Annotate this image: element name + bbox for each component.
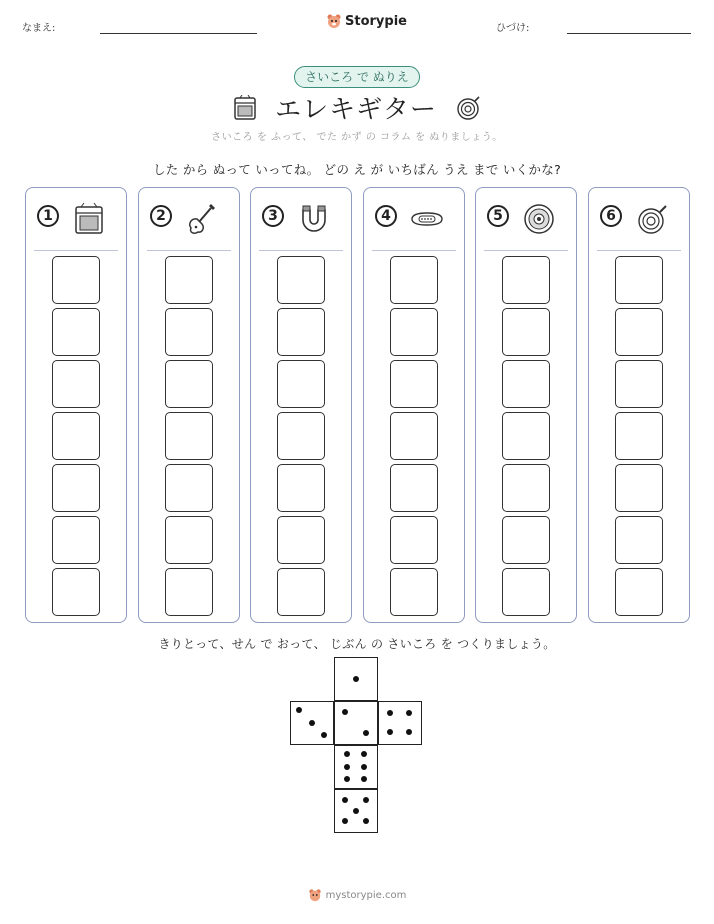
die-face-6: [334, 745, 378, 789]
die-face-4: [378, 701, 422, 745]
die-face-1: [334, 657, 378, 701]
color-cell[interactable]: [52, 516, 100, 564]
storypie-mascot-icon: [326, 13, 342, 29]
page-title: エレキギター: [275, 95, 437, 125]
column-number: 5: [487, 205, 509, 227]
column-divider: [34, 250, 118, 251]
die-pip: [353, 808, 359, 814]
die-pip: [344, 776, 350, 782]
die-face-2: [334, 701, 378, 745]
speaker-icon: [522, 202, 556, 236]
color-cell[interactable]: [277, 516, 325, 564]
die-pip: [363, 818, 369, 824]
color-cell[interactable]: [615, 308, 663, 356]
amplifier-icon: [233, 95, 257, 121]
die-pip: [353, 676, 359, 682]
column-number: 4: [375, 205, 397, 227]
die-pip: [296, 707, 302, 713]
color-cell[interactable]: [390, 568, 438, 616]
die-pip: [361, 776, 367, 782]
brand-logo: [326, 13, 407, 29]
color-cell[interactable]: [165, 308, 213, 356]
column-3: [250, 187, 352, 623]
die-pip: [342, 818, 348, 824]
color-cell[interactable]: [52, 412, 100, 460]
die-pip: [342, 709, 348, 715]
color-cell[interactable]: [390, 412, 438, 460]
color-cell[interactable]: [277, 360, 325, 408]
color-cell[interactable]: [390, 256, 438, 304]
electric-guitar-icon: [185, 202, 219, 236]
die-face-5: [334, 789, 378, 833]
cable-icon: [455, 95, 481, 121]
column-divider: [147, 250, 231, 251]
column-divider: [372, 250, 456, 251]
die-pip: [406, 729, 412, 735]
color-cell[interactable]: [502, 308, 550, 356]
color-cell[interactable]: [165, 568, 213, 616]
column-divider: [484, 250, 568, 251]
die-pip: [344, 764, 350, 770]
storypie-mascot-icon: [308, 888, 322, 902]
color-cell[interactable]: [52, 568, 100, 616]
column-number: 2: [150, 205, 172, 227]
color-cell[interactable]: [390, 308, 438, 356]
color-cell[interactable]: [390, 516, 438, 564]
die-pip: [363, 797, 369, 803]
die-pip: [406, 710, 412, 716]
color-cell[interactable]: [615, 516, 663, 564]
die-pip: [361, 751, 367, 757]
date-label: ひづけ:: [496, 23, 530, 34]
color-cell[interactable]: [390, 360, 438, 408]
color-cell[interactable]: [165, 360, 213, 408]
color-cell[interactable]: [615, 568, 663, 616]
die-pip: [361, 764, 367, 770]
die-pip: [363, 730, 369, 736]
color-cell[interactable]: [615, 360, 663, 408]
color-cell[interactable]: [165, 464, 213, 512]
column-number: 3: [262, 205, 284, 227]
badge-row: [0, 66, 714, 88]
die-pip: [344, 751, 350, 757]
die-pip: [387, 710, 393, 716]
color-cell[interactable]: [615, 464, 663, 512]
die-pip: [309, 720, 315, 726]
cutout-instruction: きりとって、せん で おって、 じぶん の さいころ を つくりましょう。: [158, 637, 556, 651]
magnet-icon: [297, 202, 331, 236]
name-line: [100, 33, 257, 34]
footer-site: mystorypie.com: [325, 889, 407, 901]
cable-icon: [635, 202, 669, 236]
activity-badge: さいころ で ぬりえ: [294, 66, 420, 88]
column-1: [25, 187, 127, 623]
die-pip: [321, 732, 327, 738]
color-cell[interactable]: [502, 360, 550, 408]
color-cell[interactable]: [502, 516, 550, 564]
page-subtitle: さいころ を ふって、 でた かず の コラム を ぬりましょう。: [211, 132, 503, 143]
color-cell[interactable]: [502, 568, 550, 616]
color-cell[interactable]: [277, 464, 325, 512]
die-pip: [342, 797, 348, 803]
color-cell[interactable]: [52, 360, 100, 408]
date-line: [567, 33, 691, 34]
amplifier-icon: [72, 202, 106, 236]
color-cell[interactable]: [277, 308, 325, 356]
color-cell[interactable]: [615, 412, 663, 460]
color-cell[interactable]: [502, 412, 550, 460]
name-label: なまえ:: [22, 23, 56, 34]
color-cell[interactable]: [277, 256, 325, 304]
color-cell[interactable]: [165, 256, 213, 304]
footer: [0, 888, 714, 902]
die-pip: [387, 729, 393, 735]
column-number: 6: [600, 205, 622, 227]
color-cell[interactable]: [52, 308, 100, 356]
color-cell[interactable]: [277, 568, 325, 616]
color-cell[interactable]: [502, 464, 550, 512]
color-cell[interactable]: [615, 256, 663, 304]
color-cell[interactable]: [52, 464, 100, 512]
column-divider: [259, 250, 343, 251]
color-cell[interactable]: [165, 516, 213, 564]
column-divider: [597, 250, 681, 251]
column-6: [588, 187, 690, 623]
color-cell[interactable]: [277, 412, 325, 460]
coloring-instruction: した から ぬって いってね。 どの え が いちばん うえ まで いくかな?: [152, 162, 562, 177]
color-cell[interactable]: [52, 256, 100, 304]
column-4: [363, 187, 465, 623]
die-face-3: [290, 701, 334, 745]
column-2: [138, 187, 240, 623]
color-cell[interactable]: [390, 464, 438, 512]
color-cell[interactable]: [502, 256, 550, 304]
guitar-pickup-icon: [410, 202, 444, 236]
brand-name: Storypie: [345, 13, 407, 29]
column-number: 1: [37, 205, 59, 227]
title-row: [0, 89, 714, 126]
column-5: [475, 187, 577, 623]
color-cell[interactable]: [165, 412, 213, 460]
